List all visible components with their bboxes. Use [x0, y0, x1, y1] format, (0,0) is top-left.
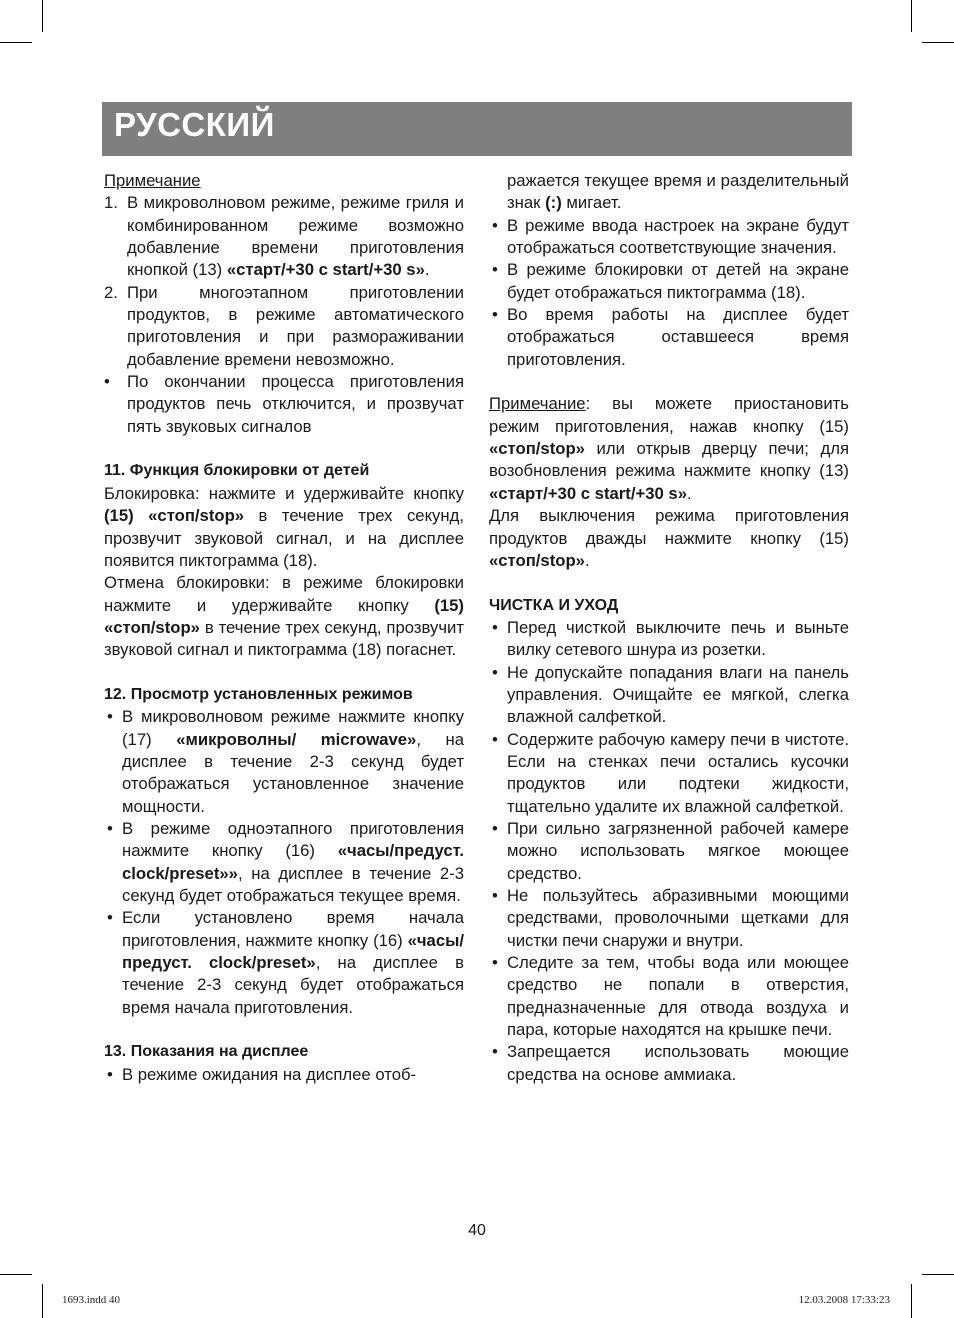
note-label: Примечание	[104, 171, 201, 190]
list-item: • Если установлено время начала приготовления, нажмите кнопку (16) «часы/ предуст. clock/preset», на дисплее в течение 2-3 секунд будет отображаться время начала приготовления.	[107, 908, 464, 1017]
section-11-title: 11. Функция блокировки от детей	[104, 462, 370, 480]
item-marker: 1.	[104, 193, 118, 213]
list-item: • В режиме ввода настроек на экране будут отображаться соответствующие значения.	[492, 215, 849, 258]
care-list	[489, 617, 849, 1086]
list-item: • В режиме блокировки от детей на экране будет отображаться пиктограмма (18).	[492, 260, 849, 302]
note-item	[104, 282, 464, 371]
section-11-paragraph: Отмена блокировки: в режиме блокировки нажмите и удерживайте кнопку (15) «стоп/stop» в течение трех секунд, прозвучит звуковой сигнал и пиктограмма (18) погаснет.	[104, 573, 464, 660]
section-11-paragraph: Блокировка: нажмите и удерживайте кнопку (15) «стоп/stop» в течение трех секунд, прозвучит звуковой сигнал, и на дисплее появится пиктограмма (18).	[104, 483, 464, 570]
note-text: При многоэтапном приготовлении продуктов, в режиме автоматического приготовления и при размораживании добавление времени невозможно.	[127, 282, 464, 369]
crop-mark	[42, 0, 43, 32]
banner-title: РУССКИЙ	[114, 106, 275, 143]
note-text: В микроволновом режиме, режиме гриля и комбинированном режиме возможно добавление времени приготовления кнопкой (13)	[127, 193, 464, 280]
note-item	[104, 371, 464, 438]
crop-mark	[0, 42, 32, 43]
crop-mark	[911, 1284, 912, 1318]
note-text: По окончании процесса приготовления продуктов печь отключится, и прозвучат пять звуковых сигналов	[127, 372, 464, 436]
section-13-list	[104, 1064, 464, 1086]
list-item: • При сильно загрязненной рабочей камере можно использовать мягкое моющее средство.	[492, 818, 849, 883]
crop-mark	[911, 0, 912, 32]
note-item	[104, 192, 464, 281]
crop-mark	[0, 1274, 32, 1275]
list-item: • Следите за тем, чтобы вода или моющее средство не попали в отверстия, предназначенные для отвода воздуха и пара, которые находятся на крышке печи.	[492, 953, 849, 1040]
section-12-list	[104, 706, 464, 1019]
list-item: • Не допускайте попадания влаги на панель управления. Очищайте ее мягкой, слегка влажной салфеткой.	[492, 662, 849, 727]
note-button-name: «старт/+30 с start/+30 s»	[226, 260, 425, 280]
crop-mark	[922, 42, 954, 43]
note-paragraph: Примечание: вы можете приостановить режим приготовления, нажав кнопку (15) «стоп/stop» или открыв дверцу печи; для возобновления режима нажмите кнопку (13) «старт/+30 с start/+30 s».	[489, 394, 849, 503]
note-paragraph: Для выключения режима приготовления продуктов дважды нажмите кнопку (15) «стоп/stop».	[489, 506, 849, 570]
slug-date: 12.03.2008 17:33:23	[798, 1294, 890, 1306]
list-item: • Содержите рабочую камеру печи в чистоте. Если на стенках печи остались кусочки продуктов или подтеки жидкости, тщательно удалите их влажной салфеткой.	[492, 729, 849, 816]
section-13-title: 13. Показания на дисплее	[104, 1043, 309, 1061]
left-column	[104, 170, 464, 1086]
language-banner	[102, 102, 852, 156]
section-13-list-continued	[489, 170, 849, 371]
care-section-title: ЧИСТКА И УХОД	[489, 596, 619, 614]
list-item: ражается текущее время и разделительный знак (:) мигает.	[507, 171, 849, 213]
list-item: • В микроволновом режиме нажмите кнопку (17) «микроволны/ microwave», на дисплее в течение 2-3 секунд будет отображаться установленное значение мощности.	[107, 707, 464, 816]
list-item: • Перед чисткой выключите печь и выньте вилку сетевого шнура из розетки.	[492, 617, 849, 660]
item-marker: •	[104, 372, 110, 392]
page-number: 40	[468, 1222, 486, 1239]
item-marker: 2.	[104, 282, 118, 302]
crop-mark	[922, 1274, 954, 1275]
slug-file: 1693.indd 40	[62, 1294, 121, 1306]
crop-mark	[42, 1284, 43, 1318]
note-list	[104, 192, 464, 438]
list-item: • Не пользуйтесь абразивными моющими средствами, проволочными щетками для чистки печи снаружи и внутри.	[492, 886, 849, 950]
note-text: .	[424, 260, 430, 280]
right-column	[489, 170, 849, 1086]
list-item: • Запрещается использовать моющие средства на основе аммиака.	[492, 1042, 849, 1084]
list-item: • В режиме ожидания на дисплее отоб-	[107, 1064, 417, 1084]
section-12-title: 12. Просмотр установленных режимов	[104, 685, 413, 703]
list-item: • Во время работы на дисплее будет отображаться оставшееся время приготовления.	[492, 305, 849, 369]
list-item: • В режиме одноэтапного приготовления нажмите кнопку (16) «часы/предуст. clock/preset»», на дисплее в течение 2-3 секунд будет отображаться текущее время.	[107, 818, 464, 905]
